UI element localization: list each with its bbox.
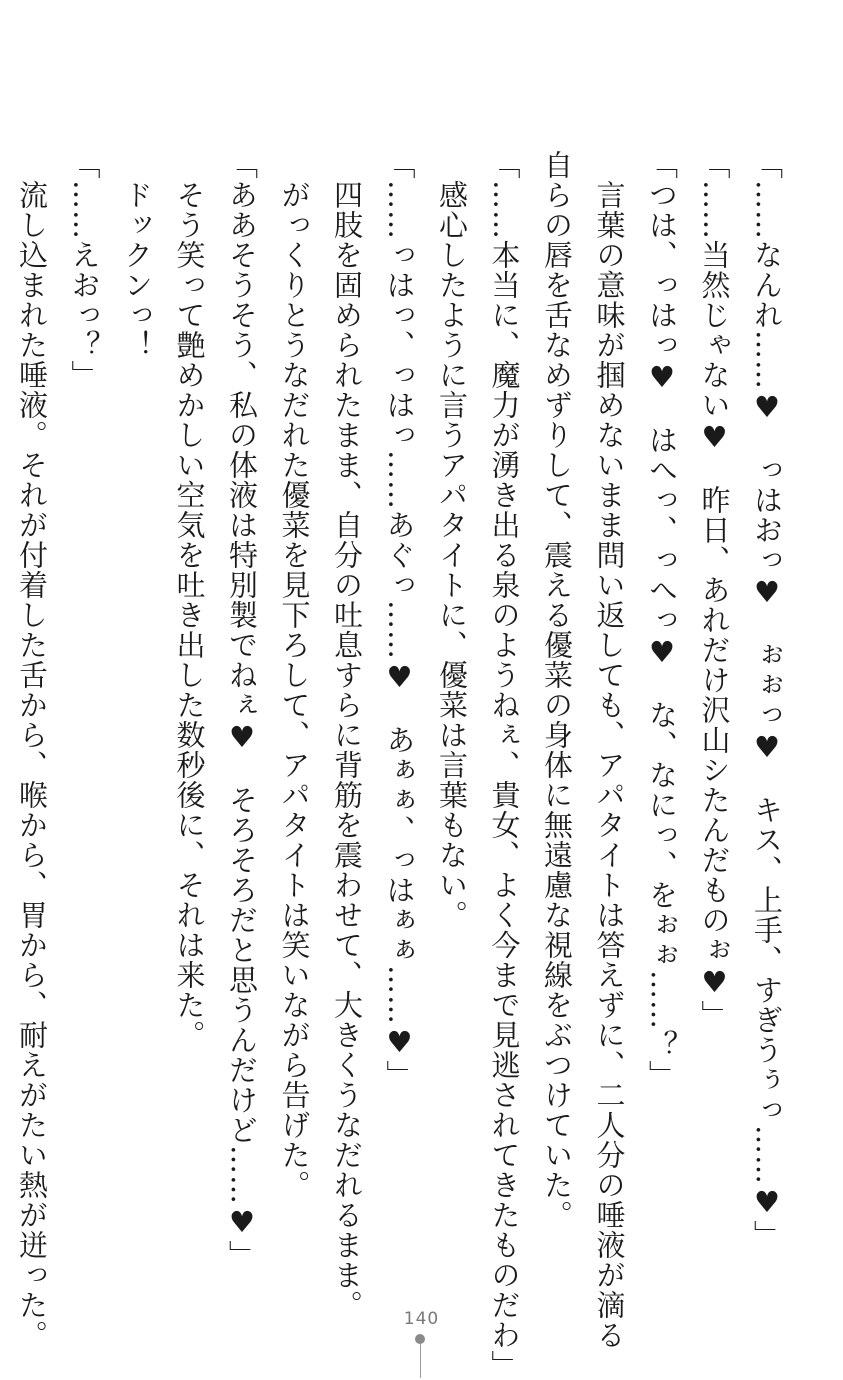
text-line: 四肢を固められたまま、自分の吐息すらに背筋を震わせて、大きくうなだれるまま。 xyxy=(330,150,364,1320)
text-line: がっくりとうなだれた優菜を見下ろして、アパタイトは笑いながら告げた。 xyxy=(277,150,312,1200)
text-line: そう笑って艶めかしい空気を吐き出した数秒後に、それは来た。 xyxy=(172,150,207,1050)
text-line: 感心したように言うアパタイトに、優菜は言葉もない。 xyxy=(435,150,469,930)
text-line: ドックンっ！ xyxy=(120,150,154,360)
text-line: 「……本当に、魔力が湧き出る泉のようねぇ、貴女、よく今まで見逃されてきたものだわ」 xyxy=(487,150,522,1380)
page-number-rule xyxy=(420,1343,421,1378)
text-line: 「……なんれ……♥ っはおっ♥ ぉぉっ♥ キス、上手、すぎうぅっ……♥」 xyxy=(750,150,784,1250)
text-line: 「ああそうそう、私の体液は特別製でねぇ♥ そろそろだと思うんだけど……♥」 xyxy=(225,150,259,1270)
text-line: 言葉の意味が掴めないまま問い返しても、アパタイトは答えずに、二人分の唾液が滴る xyxy=(592,150,627,1350)
page-number: 140 xyxy=(403,1309,440,1329)
text-line: 流し込まれた唾液。それが付着した舌から、喉から、胃から、耐えがたい熱が迸った。 xyxy=(15,150,49,1350)
text-line: 「……っはっ、っはっ……あぐっ……♥ あぁぁ、っはぁぁ……♥」 xyxy=(382,150,417,1090)
text-line xyxy=(0,150,6,1240)
text-line: 自らの唇を舌なめずりして、震える優菜の身体に無遠慮な視線をぶつけていた。 xyxy=(540,150,574,1230)
text-line: 「つは、っはっ♥ はへっ、っへっ♥ な、なにっ、をぉぉ……？」 xyxy=(645,150,679,1090)
text-line: 「……当然じゃない♥ 昨日、あれだけ沢山シたんだものぉ♥」 xyxy=(697,150,732,1030)
text-line: 「……えおっ？」 xyxy=(67,150,102,390)
